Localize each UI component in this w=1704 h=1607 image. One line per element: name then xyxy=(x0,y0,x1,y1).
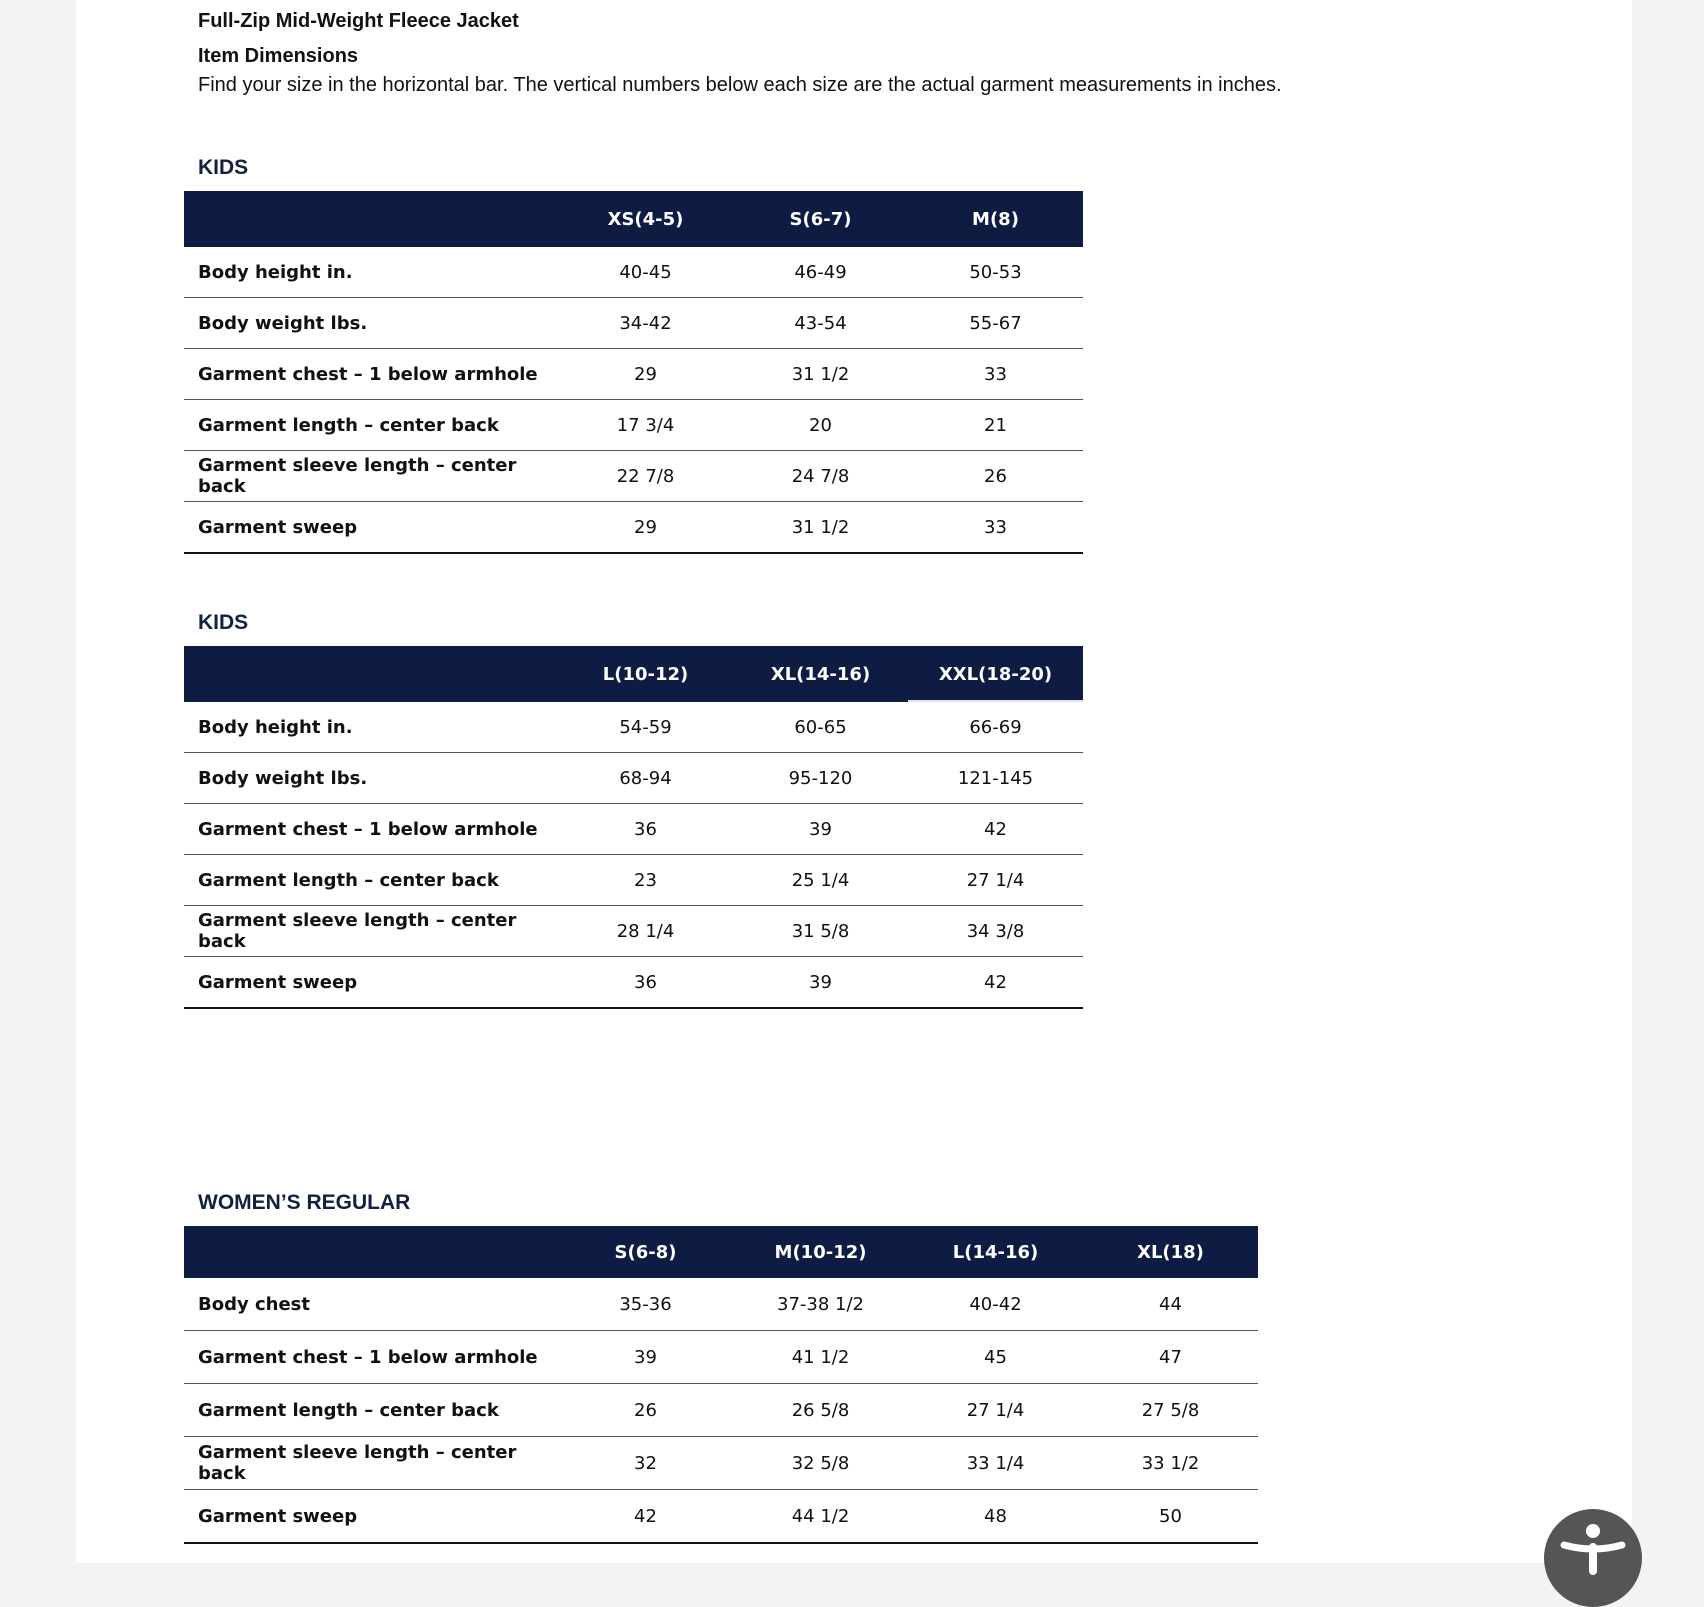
size-table-kids-1 xyxy=(184,191,1083,554)
row-label: Body height in. xyxy=(184,247,558,298)
cell-value: 45 xyxy=(908,1331,1083,1384)
cell-value: 31 1/2 xyxy=(733,502,908,554)
size-header: L(10-12) xyxy=(558,646,733,702)
cell-value: 39 xyxy=(558,1331,733,1384)
row-label: Garment sweep xyxy=(184,502,558,554)
table-header-row xyxy=(184,646,1083,702)
header-corner-cell xyxy=(184,191,558,247)
table-row xyxy=(184,702,1083,753)
row-label: Body chest xyxy=(184,1278,558,1331)
row-label: Garment chest – 1 below armhole xyxy=(184,349,558,400)
table-row xyxy=(184,1331,1258,1384)
size-header: S(6-8) xyxy=(558,1226,733,1278)
cell-value: 29 xyxy=(558,349,733,400)
row-label: Garment sweep xyxy=(184,957,558,1009)
row-label: Garment length – center back xyxy=(184,400,558,451)
table-row xyxy=(184,1384,1258,1437)
cell-value: 68-94 xyxy=(558,753,733,804)
cell-value: 23 xyxy=(558,855,733,906)
cell-value: 40-45 xyxy=(558,247,733,298)
table-row xyxy=(184,247,1083,298)
cell-value: 17 3/4 xyxy=(558,400,733,451)
cell-value: 33 xyxy=(908,502,1083,554)
table-row xyxy=(184,906,1083,957)
cell-value: 25 1/4 xyxy=(733,855,908,906)
size-header: XL(18) xyxy=(1083,1226,1258,1278)
table-row xyxy=(184,1278,1258,1331)
table-row xyxy=(184,451,1083,502)
cell-value: 39 xyxy=(733,957,908,1009)
cell-value: 20 xyxy=(733,400,908,451)
table-row xyxy=(184,804,1083,855)
cell-value: 28 1/4 xyxy=(558,906,733,957)
cell-value: 26 xyxy=(558,1384,733,1437)
row-label: Garment sweep xyxy=(184,1490,558,1544)
table-row xyxy=(184,400,1083,451)
cell-value: 29 xyxy=(558,502,733,554)
cell-value: 121-145 xyxy=(908,753,1083,804)
table-row xyxy=(184,855,1083,906)
cell-value: 43-54 xyxy=(733,298,908,349)
cell-value: 40-42 xyxy=(908,1278,1083,1331)
cell-value: 41 1/2 xyxy=(733,1331,908,1384)
cell-value: 31 5/8 xyxy=(733,906,908,957)
cell-value: 27 5/8 xyxy=(1083,1384,1258,1437)
cell-value: 48 xyxy=(908,1490,1083,1544)
cell-value: 42 xyxy=(908,957,1083,1009)
row-label: Garment length – center back xyxy=(184,1384,558,1437)
row-label: Garment sleeve length – center back xyxy=(184,451,558,502)
cell-value: 22 7/8 xyxy=(558,451,733,502)
table-row xyxy=(184,957,1083,1009)
page-subtitle: Item Dimensions xyxy=(198,45,359,67)
cell-value: 60-65 xyxy=(733,702,908,753)
table-row xyxy=(184,1437,1258,1490)
cell-value: 54-59 xyxy=(558,702,733,753)
size-header: XS(4-5) xyxy=(558,191,733,247)
cell-value: 50 xyxy=(1083,1490,1258,1544)
page-title: Full-Zip Mid-Weight Fleece Jacket xyxy=(198,10,519,32)
cell-value: 47 xyxy=(1083,1331,1258,1384)
cell-value: 34 3/8 xyxy=(908,906,1083,957)
size-header: XXL(18-20) xyxy=(908,646,1083,702)
cell-value: 31 1/2 xyxy=(733,349,908,400)
size-header: M(8) xyxy=(908,191,1083,247)
table-row xyxy=(184,298,1083,349)
cell-value: 44 1/2 xyxy=(733,1490,908,1544)
size-header: L(14-16) xyxy=(908,1226,1083,1278)
size-header: XL(14-16) xyxy=(733,646,908,702)
cell-value: 33 1/2 xyxy=(1083,1437,1258,1490)
row-label: Garment chest – 1 below armhole xyxy=(184,804,558,855)
size-header: S(6-7) xyxy=(733,191,908,247)
size-table-womens-regular xyxy=(184,1226,1258,1544)
cell-value: 39 xyxy=(733,804,908,855)
cell-value: 95-120 xyxy=(733,753,908,804)
instructions-text: Find your size in the horizontal bar. The vertical numbers below each size are the actual garment measurements in inches. xyxy=(198,74,1282,96)
cell-value: 66-69 xyxy=(908,702,1083,753)
row-label: Body height in. xyxy=(184,702,558,753)
cell-value: 33 xyxy=(908,349,1083,400)
cell-value: 32 5/8 xyxy=(733,1437,908,1490)
cell-value: 37-38 1/2 xyxy=(733,1278,908,1331)
cell-value: 24 7/8 xyxy=(733,451,908,502)
cell-value: 42 xyxy=(908,804,1083,855)
row-label: Garment sleeve length – center back xyxy=(184,1437,558,1490)
accessibility-button[interactable] xyxy=(1544,1509,1642,1607)
cell-value: 35-36 xyxy=(558,1278,733,1331)
cell-value: 34-42 xyxy=(558,298,733,349)
section-heading-kids-2: KIDS xyxy=(198,611,249,634)
table-header-row xyxy=(184,191,1083,247)
row-label: Body weight lbs. xyxy=(184,753,558,804)
table-row xyxy=(184,349,1083,400)
cell-value: 46-49 xyxy=(733,247,908,298)
header-corner-cell xyxy=(184,1226,558,1278)
row-label: Garment chest – 1 below armhole xyxy=(184,1331,558,1384)
row-label: Body weight lbs. xyxy=(184,298,558,349)
size-table-kids-2 xyxy=(184,646,1083,1009)
row-label: Garment sleeve length – center back xyxy=(184,906,558,957)
table-row xyxy=(184,753,1083,804)
cell-value: 32 xyxy=(558,1437,733,1490)
cell-value: 44 xyxy=(1083,1278,1258,1331)
table-header-row xyxy=(184,1226,1258,1278)
cell-value: 26 xyxy=(908,451,1083,502)
cell-value: 26 5/8 xyxy=(733,1384,908,1437)
cell-value: 50-53 xyxy=(908,247,1083,298)
table-row xyxy=(184,502,1083,554)
cell-value: 42 xyxy=(558,1490,733,1544)
table-row xyxy=(184,1490,1258,1544)
accessibility-icon xyxy=(1544,1509,1642,1607)
section-heading-kids-1: KIDS xyxy=(198,156,249,179)
cell-value: 27 1/4 xyxy=(908,1384,1083,1437)
cell-value: 33 1/4 xyxy=(908,1437,1083,1490)
size-header: M(10-12) xyxy=(733,1226,908,1278)
row-label: Garment length – center back xyxy=(184,855,558,906)
cell-value: 27 1/4 xyxy=(908,855,1083,906)
cell-value: 21 xyxy=(908,400,1083,451)
cell-value: 36 xyxy=(558,957,733,1009)
cell-value: 36 xyxy=(558,804,733,855)
section-heading-womens-regular: WOMEN’S REGULAR xyxy=(198,1191,411,1214)
header-corner-cell xyxy=(184,646,558,702)
cell-value: 55-67 xyxy=(908,298,1083,349)
